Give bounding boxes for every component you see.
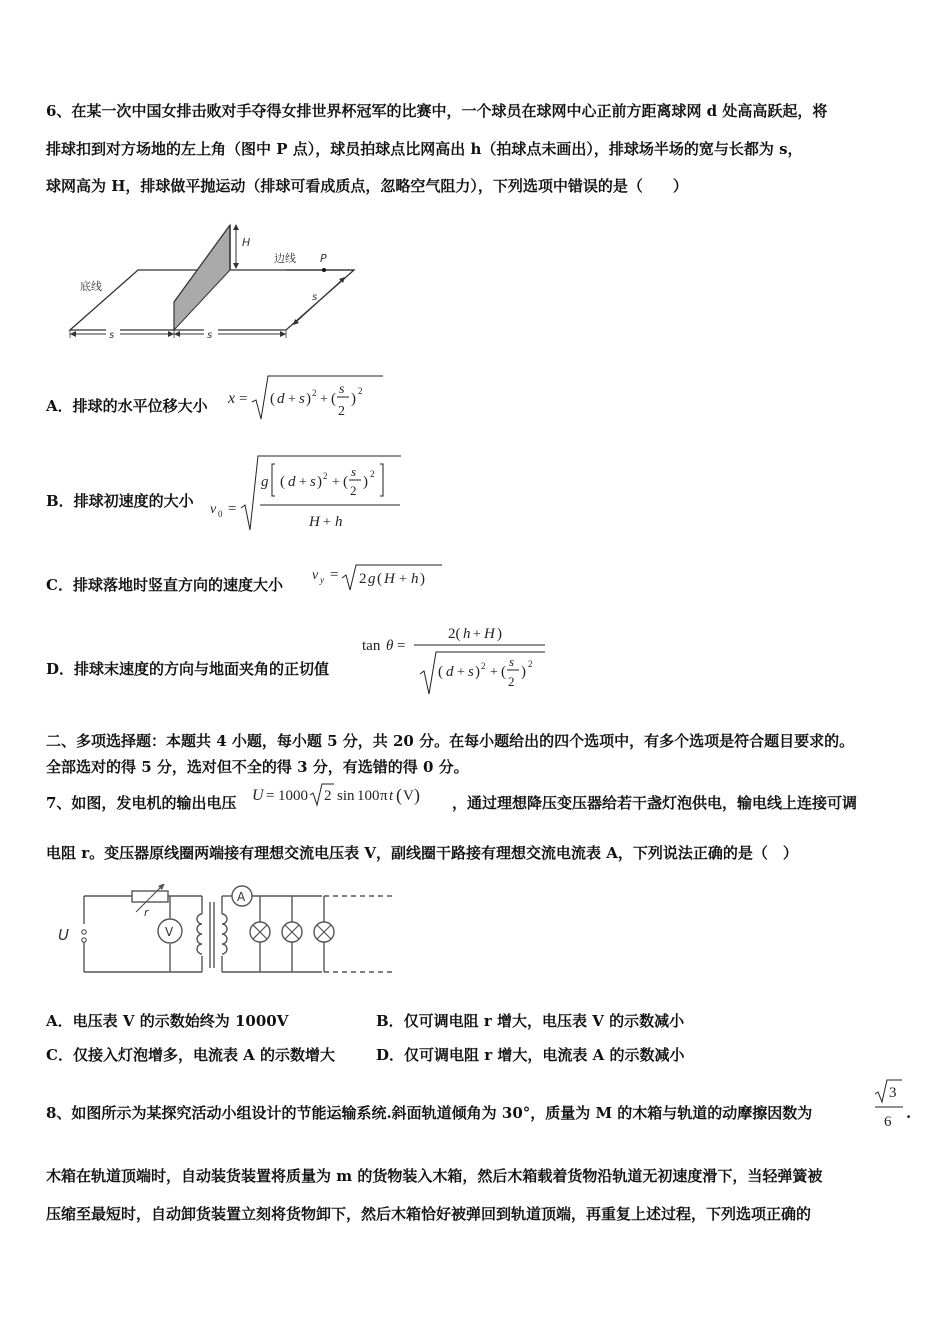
svg-text:2: 2 (358, 386, 363, 396)
q8-friction-coefficient-formula (872, 1078, 906, 1134)
svg-text:(: ( (501, 664, 506, 680)
ammeter-label: A (237, 890, 246, 904)
left-half-length-label: s (109, 330, 115, 341)
svg-text:(: ( (270, 391, 275, 407)
svg-text:2: 2 (312, 388, 317, 398)
svg-text:2: 2 (324, 788, 332, 804)
svg-text:): ) (497, 626, 502, 642)
svg-text:=: = (397, 638, 406, 654)
q6-line-1: 6、在某一次中国女排击败对手夺得女排世界杯冠军的比赛中，一个球员在球网中心正前方距离球网 d 处高高跃起，将 (46, 102, 828, 120)
svg-text:): ) (363, 474, 368, 490)
svg-text:): ) (414, 785, 420, 805)
q6-option-b-formula (208, 452, 408, 532)
svg-text:H: H (309, 514, 320, 530)
svg-text:θ: θ (386, 638, 394, 654)
svg-text:d: d (288, 474, 296, 490)
svg-text:d: d (277, 391, 285, 407)
q7-line-1-post: ，通过理想降压变压器给若干盏灯泡供电，输电线上连接可调 (452, 794, 858, 812)
svg-text:(: ( (396, 785, 402, 805)
svg-text:y: y (320, 575, 324, 585)
svg-text:h: h (411, 571, 419, 587)
q6-option-b: B．排球初速度的大小 (46, 492, 194, 510)
sideline-label: 边线 (274, 252, 296, 265)
svg-text:): ) (475, 664, 480, 680)
q7-option-d: D．仅可调电阻 r 增大，电流表 A 的示数减小 (376, 1046, 685, 1064)
q7-voltage-formula (250, 781, 455, 811)
q6-option-d-formula (362, 618, 552, 698)
svg-text:=: = (330, 567, 339, 583)
svg-text:(: ( (343, 474, 348, 490)
svg-text:+: + (490, 665, 498, 680)
q8-line-3: 压缩至最短时，自动卸货装置立刻将货物卸下，然后木箱恰好被弹回到轨道顶端，再重复上述过程，下列选项正确的 (46, 1205, 812, 1223)
svg-text:h: h (335, 514, 343, 530)
svg-text:s: s (339, 382, 345, 397)
svg-text:π: π (380, 788, 388, 804)
svg-text:100: 100 (357, 788, 380, 804)
svg-text:h: h (463, 626, 471, 642)
svg-text:1000: 1000 (278, 788, 308, 804)
q6-option-a: A．排球的水平位移大小 (46, 397, 208, 415)
svg-text:g: g (368, 571, 376, 587)
svg-text:+: + (299, 475, 307, 490)
svg-text:x: x (228, 390, 236, 407)
svg-text:2: 2 (508, 674, 515, 689)
svg-text:2: 2 (481, 661, 486, 671)
q6-line-2: 排球扣到对方场地的左上角（图中 P 点），球员拍球点比网高出 h（拍球点未画出），排球场半场的宽与长都为 s， (46, 140, 803, 158)
svg-text:H: H (384, 571, 395, 587)
q7-option-b: B．仅可调电阻 r 增大，电压表 V 的示数减小 (376, 1012, 685, 1030)
svg-text:(: ( (377, 571, 382, 587)
svg-text:U: U (252, 787, 264, 804)
q6-option-d: D．排球末速度的方向与地面夹角的正切值 (46, 660, 330, 678)
svg-text:6: 6 (884, 1114, 892, 1130)
svg-text:=: = (228, 501, 237, 517)
svg-text:s: s (351, 464, 357, 479)
svg-text:(: ( (331, 391, 336, 407)
svg-text:(: ( (438, 664, 443, 680)
svg-text:2: 2 (359, 571, 367, 587)
svg-text:): ) (317, 474, 322, 490)
voltmeter-label: V (165, 925, 174, 939)
svg-text:sin: sin (337, 788, 355, 804)
q6-option-c-formula (310, 562, 450, 594)
svg-text:): ) (351, 391, 356, 407)
svg-text:+: + (473, 627, 481, 642)
svg-text:+: + (399, 572, 407, 587)
svg-text:g: g (261, 474, 269, 490)
svg-text:2(: 2( (448, 626, 461, 642)
svg-text:=: = (266, 788, 275, 804)
svg-text:): ) (306, 391, 311, 407)
q7-line-2: 电阻 r。变压器原线圈两端接有理想交流电压表 V，副线圈干路接有理想交流电流表 A，下列说法正确的是（ ） (46, 844, 798, 862)
section-2-line-2: 全部选对的得 5 分，选对但不全的得 3 分，有选错的得 0 分。 (46, 758, 469, 776)
svg-text:2: 2 (350, 483, 357, 498)
q6-option-a-formula (228, 372, 388, 424)
svg-text:tan: tan (362, 638, 381, 654)
point-p-label: P (320, 252, 327, 265)
svg-text:0: 0 (218, 509, 223, 519)
svg-text:s: s (310, 474, 316, 490)
svg-text:+: + (320, 392, 328, 407)
svg-text:3: 3 (889, 1085, 897, 1101)
q8-line-2: 木箱在轨道顶端时，自动装货装置将质量为 m 的货物装入木箱，然后木箱载着货物沿轨道无初速度滑下，当轻弹簧被 (46, 1167, 823, 1185)
q6-line-3: 球网高为 H，排球做平抛运动（排球可看成质点，忽略空气阻力），下列选项中错误的是（ ） (46, 177, 688, 195)
source-voltage-label: U (58, 926, 69, 944)
point-p-marker (322, 268, 326, 272)
q7-line-1-pre: 7、如图，发电机的输出电压 (46, 794, 237, 812)
q8-line-1-end: . (906, 1104, 912, 1122)
svg-text:V: V (403, 788, 414, 804)
baseline-label: 底线 (80, 280, 102, 293)
transformer-circuit-figure (52, 884, 397, 980)
svg-text:v: v (210, 502, 217, 517)
q6-option-c: C．排球落地时竖直方向的速度大小 (46, 576, 283, 594)
net-height-label: H (242, 236, 251, 249)
svg-text:H: H (484, 626, 495, 642)
svg-text:s: s (299, 391, 305, 407)
svg-text:2: 2 (370, 469, 375, 479)
svg-text:+: + (457, 665, 465, 680)
q7-option-a: A．电压表 V 的示数始终为 1000V (46, 1012, 289, 1030)
section-2-line-1: 二、多项选择题：本题共 4 小题，每小题 5 分，共 20 分。在每小题给出的四个选项中，有多个选项是符合题目要求的。 (46, 732, 855, 750)
side-length-label: s (312, 292, 318, 303)
svg-text:s: s (468, 664, 474, 680)
svg-text:(: ( (280, 474, 285, 490)
svg-text:v: v (312, 568, 319, 583)
svg-text:+: + (288, 392, 296, 407)
svg-text:): ) (420, 571, 425, 587)
q7-option-c: C．仅接入灯泡增多，电流表 A 的示数增大 (46, 1046, 336, 1064)
svg-text:s: s (509, 654, 515, 669)
resistor-label: r (144, 906, 149, 919)
svg-text:): ) (521, 664, 526, 680)
svg-text:+: + (323, 515, 331, 530)
svg-text:2: 2 (528, 659, 533, 669)
right-half-length-label: s (207, 330, 213, 341)
q8-line-1: 8、如图所示为某探究活动小组设计的节能运输系统.斜面轨道倾角为 30°，质量为 M 的木箱与轨道的动摩擦因数为 (46, 1104, 813, 1122)
svg-text:=: = (239, 391, 248, 407)
volleyball-court-figure (62, 220, 362, 344)
svg-text:t: t (389, 788, 394, 804)
svg-text:d: d (446, 664, 454, 680)
svg-text:2: 2 (338, 404, 345, 419)
svg-text:+: + (332, 475, 340, 490)
svg-text:2: 2 (323, 471, 328, 481)
